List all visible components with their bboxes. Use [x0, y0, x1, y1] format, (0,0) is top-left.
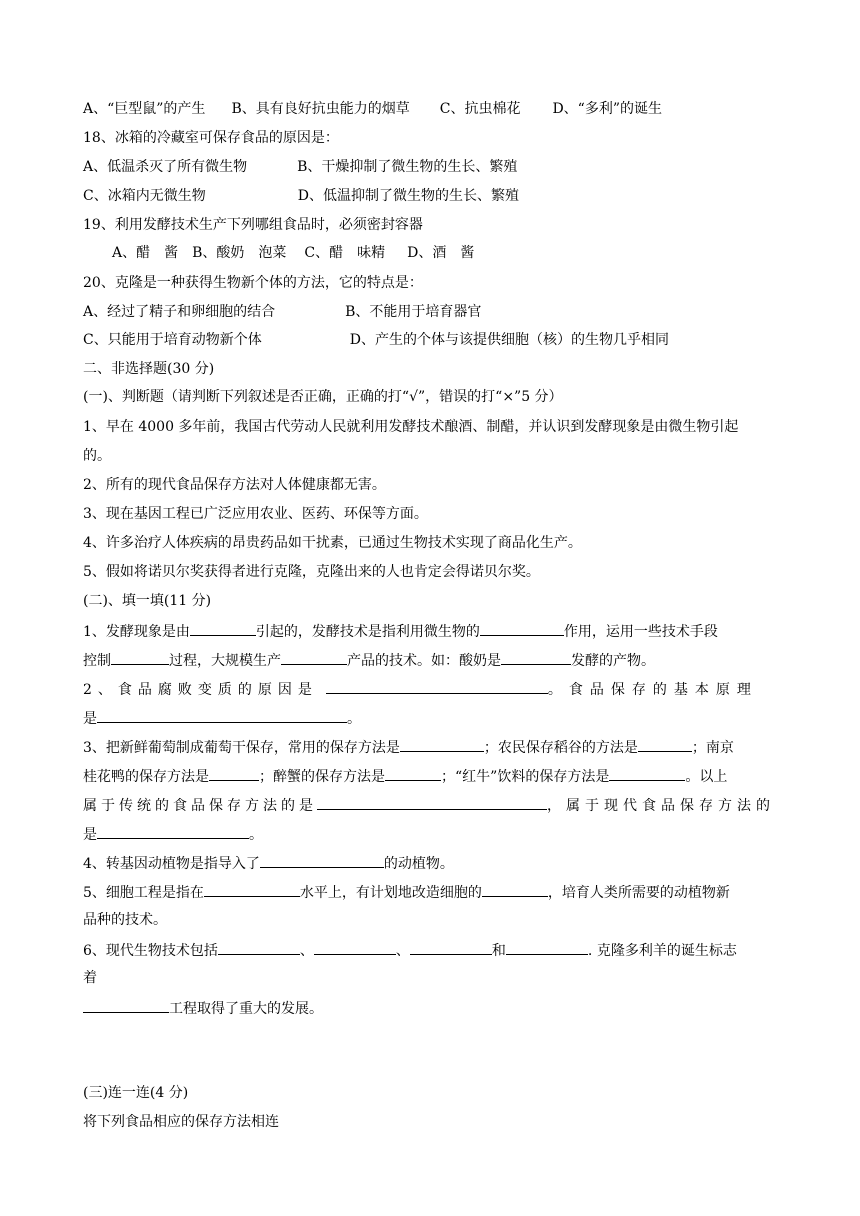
fill-1-line1: 1、发酵现象是由 引起的，发酵技术是指利用微生物的 作用，运用一些技术手段 [83, 620, 718, 642]
q19-options [112, 243, 474, 263]
judge-item-1: 1、早在 4000 多年前，我国古代劳动人民就利用发酵技术酿酒、制醋，并认识到发酵现象是由微生物引起 [83, 419, 739, 435]
fill-3-line1: 3、把新鲜葡萄制成葡萄干保存，常用的保存方法是 ；农民保存稻谷的方法是 ；南京 [83, 736, 734, 758]
q20-option-b: B、不能用于培育器官 [345, 304, 482, 320]
blank[interactable] [480, 620, 564, 636]
q19-option-b: B、酸奶 泡菜 [192, 245, 287, 261]
fill-title: (二)、填一填(11 分) [83, 593, 212, 609]
fill-6-line2: 着 [83, 970, 97, 986]
q18-options-row1 [83, 157, 517, 177]
judge-item-1-cont: 的。 [83, 448, 111, 464]
blank[interactable] [97, 823, 249, 839]
q17-option-c: C、抗虫棉花 [439, 101, 521, 117]
blank[interactable] [204, 881, 300, 897]
judge-title: (一)、判断题（请判断下列叙述是否正确，正确的打“√”，错误的打“×”5 分） [83, 389, 563, 405]
q17-option-b: B、具有良好抗虫能力的烟草 [231, 101, 410, 117]
q18-options-row2 [83, 186, 519, 206]
link-title: (三)连一连(4 分) [83, 1085, 189, 1101]
q19-option-d: D、酒 酱 [407, 245, 475, 261]
fill-3-line2: 桂花鸭的保存方法是 ；醉蟹的保存方法是 ；“红牛”饮料的保存方法是 。以上 [83, 765, 727, 787]
blank[interactable] [385, 765, 441, 781]
blank[interactable] [482, 881, 548, 897]
blank[interactable] [97, 707, 347, 723]
q20-option-d: D、产生的个体与该提供细胞（核）的生物几乎相同 [349, 332, 669, 348]
blank[interactable] [410, 939, 492, 955]
q18-option-c: C、冰箱内无微生物 [83, 188, 206, 204]
fill-2-line2: 是 。 [83, 707, 361, 729]
blank[interactable] [260, 852, 384, 868]
blank[interactable] [317, 794, 547, 810]
blank[interactable] [638, 736, 692, 752]
blank[interactable] [218, 939, 300, 955]
fill-3-line3: 属于传统的食品保存方法的是 ，属于现代食品保存方法的 [83, 794, 775, 816]
q20-options-row2 [83, 330, 669, 350]
blank[interactable] [190, 620, 256, 636]
blank[interactable] [609, 765, 685, 781]
q20-option-c: C、只能用于培育动物新个体 [83, 332, 262, 348]
fill-6-line1: 6、现代生物技术包括 、 、 和 . 克隆多利羊的诞生标志 [83, 939, 737, 961]
q18-stem: 18、冰箱的冷藏室可保存食品的原因是： [83, 130, 339, 146]
blank[interactable] [281, 649, 347, 665]
link-description: 将下列食品相应的保存方法相连 [83, 1114, 279, 1130]
blank[interactable] [314, 939, 396, 955]
q20-options-row1 [83, 302, 481, 322]
blank[interactable] [326, 678, 548, 694]
blank[interactable] [501, 649, 571, 665]
fill-6-line3: 工程取得了重大的发展。 [83, 997, 323, 1019]
section-2-heading: 二、非选择题(30 分) [83, 361, 215, 377]
q19-stem: 19、利用发酵技术生产下列哪组食品时，必须密封容器 [83, 217, 423, 233]
blank[interactable] [83, 997, 169, 1013]
q17-option-d: D、“多利”的诞生 [552, 101, 662, 117]
q18-option-b: B、干燥抑制了微生物的生长、繁殖 [297, 159, 518, 175]
blank[interactable] [506, 939, 588, 955]
fill-1-line2: 控制 过程，大规模生产 产品的技术。如：酸奶是 发酵的产物。 [83, 649, 655, 671]
judge-item-2: 2、所有的现代食品保存方法对人体健康都无害。 [83, 477, 386, 493]
q17-options [83, 99, 662, 119]
q19-option-c: C、醋 味精 [304, 245, 386, 261]
q18-option-a: A、低温杀灭了所有微生物 [83, 159, 248, 175]
blank[interactable] [400, 736, 484, 752]
judge-item-3: 3、现在基因工程已广泛应用农业、医药、环保等方面。 [83, 506, 428, 522]
q20-stem: 20、克隆是一种获得生物新个体的方法，它的特点是： [83, 275, 423, 291]
q20-option-a: A、经过了精子和卵细胞的结合 [83, 304, 276, 320]
fill-3-line4: 是 。 [83, 823, 263, 845]
q18-option-d: D、低温抑制了微生物的生长、繁殖 [297, 188, 519, 204]
judge-item-5: 5、假如将诺贝尔奖获得者进行克隆，克隆出来的人也肯定会得诺贝尔奖。 [83, 564, 540, 580]
q17-option-a: A、“巨型鼠”的产生 [83, 101, 206, 117]
fill-5-line2: 品种的技术。 [83, 912, 167, 928]
judge-item-4: 4、许多治疗人体疾病的昂贵药品如干扰素，已通过生物技术实现了商品化生产。 [83, 535, 582, 551]
q19-option-a: A、醋 酱 [112, 245, 179, 261]
fill-5-line1: 5、细胞工程是指在 水平上，有计划地改造细胞的 ，培育人类所需要的动植物新 [83, 881, 730, 903]
fill-2-line1: 2、食品腐败变质的原因是 。食品保存的基本原理 [83, 678, 758, 700]
blank[interactable] [209, 765, 259, 781]
blank[interactable] [111, 649, 169, 665]
fill-4: 4、转基因动植物是指导入了 的动植物。 [83, 852, 454, 874]
